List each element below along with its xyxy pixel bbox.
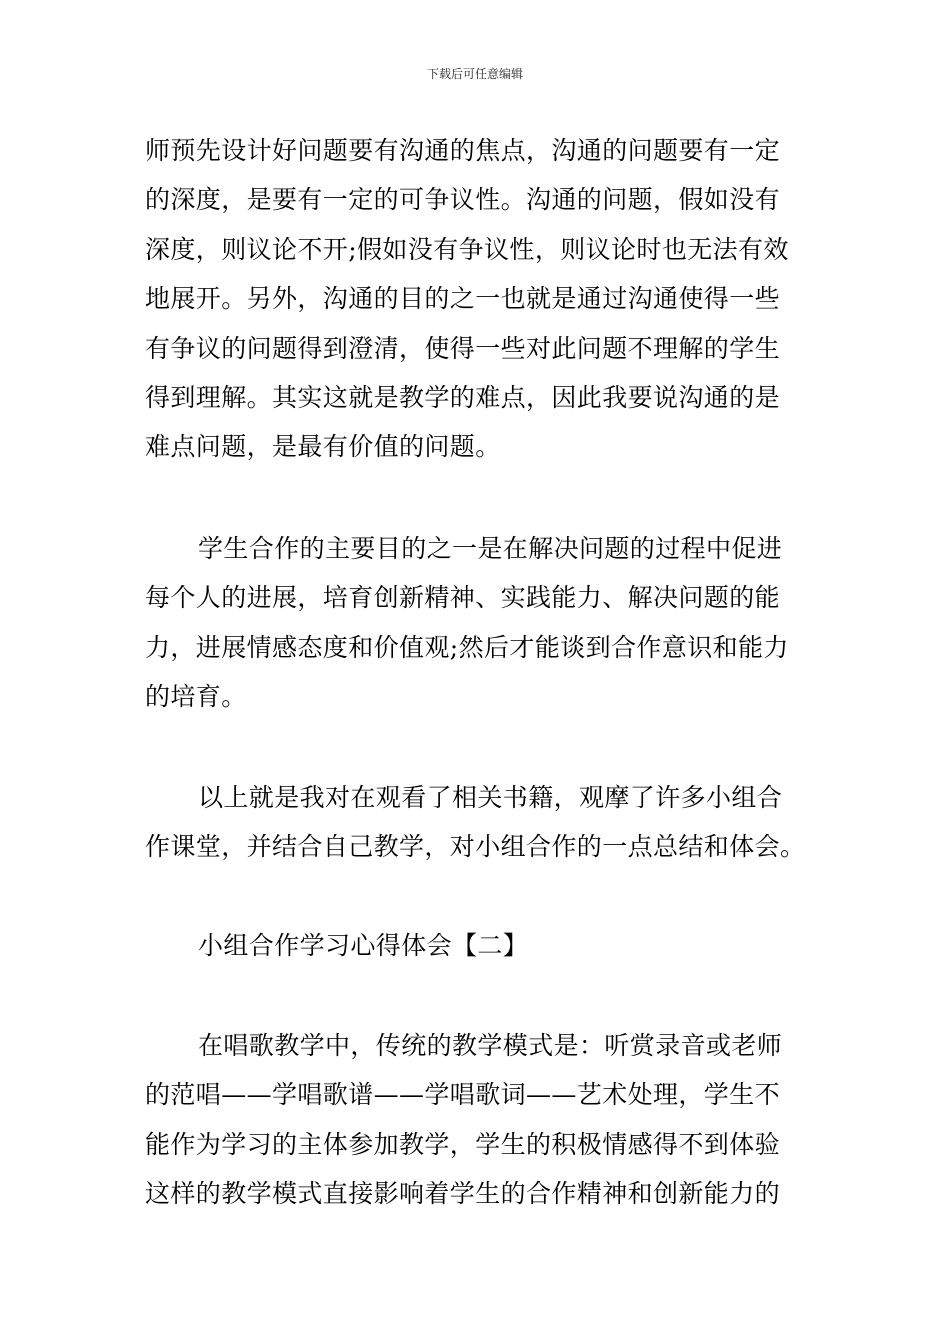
text-line: 地展开。另外，沟通的目的之一也就是通过沟通使得一些 <box>145 284 781 314</box>
page-header: 下载后可任意编辑 <box>426 67 523 81</box>
paragraph-2 <box>145 524 810 722</box>
paragraph-4 <box>145 1021 810 1219</box>
section-heading <box>145 921 810 970</box>
text-line: 的范唱——学唱歌谱——学唱歌词——艺术处理，学生不 <box>145 1080 781 1110</box>
text-line: 力，进展情感态度和价值观;然后才能谈到合作意识和能力 <box>145 632 789 662</box>
text-line: 师预先设计好问题要有沟通的焦点，沟通的问题要有一定 <box>145 136 781 165</box>
text-line: 每个人的进展，培育创新精神、实践能力、解决问题的能 <box>145 583 781 613</box>
text-line: 难点问题，是最有价值的问题。 <box>145 432 501 462</box>
text-line: 学生合作的主要目的之一是在解决问题的过程中促进 <box>198 534 783 563</box>
text-line: 的培育。 <box>145 682 247 712</box>
section-heading-text: 小组合作学习心得体会【二】 <box>198 931 529 960</box>
paragraph-3 <box>145 773 810 872</box>
text-line: 在唱歌教学中，传统的教学模式是：听赏录音或老师 <box>198 1031 783 1060</box>
text-line: 深度，则议论不开;假如没有争议性，则议论时也无法有效 <box>145 234 789 264</box>
text-line: 以上就是我对在观看了相关书籍，观摩了许多小组合 <box>198 783 783 812</box>
text-line: 得到理解。其实这就是教学的难点，因此我要说沟通的是 <box>145 383 781 413</box>
text-line: 能作为学习的主体参加教学，学生的积极情感得不到体验 <box>145 1129 781 1159</box>
text-line: 作课堂，并结合自己教学，对小组合作的一点总结和体会。 <box>145 832 806 862</box>
text-line: 有争议的问题得到澄清，使得一些对此问题不理解的学生 <box>145 333 781 363</box>
text-line: 这样的教学模式直接影响着学生的合作精神和创新能力的 <box>145 1179 781 1209</box>
paragraph-1 <box>145 126 810 472</box>
text-line: 的深度，是要有一定的可争议性。沟通的问题，假如没有 <box>145 185 781 215</box>
